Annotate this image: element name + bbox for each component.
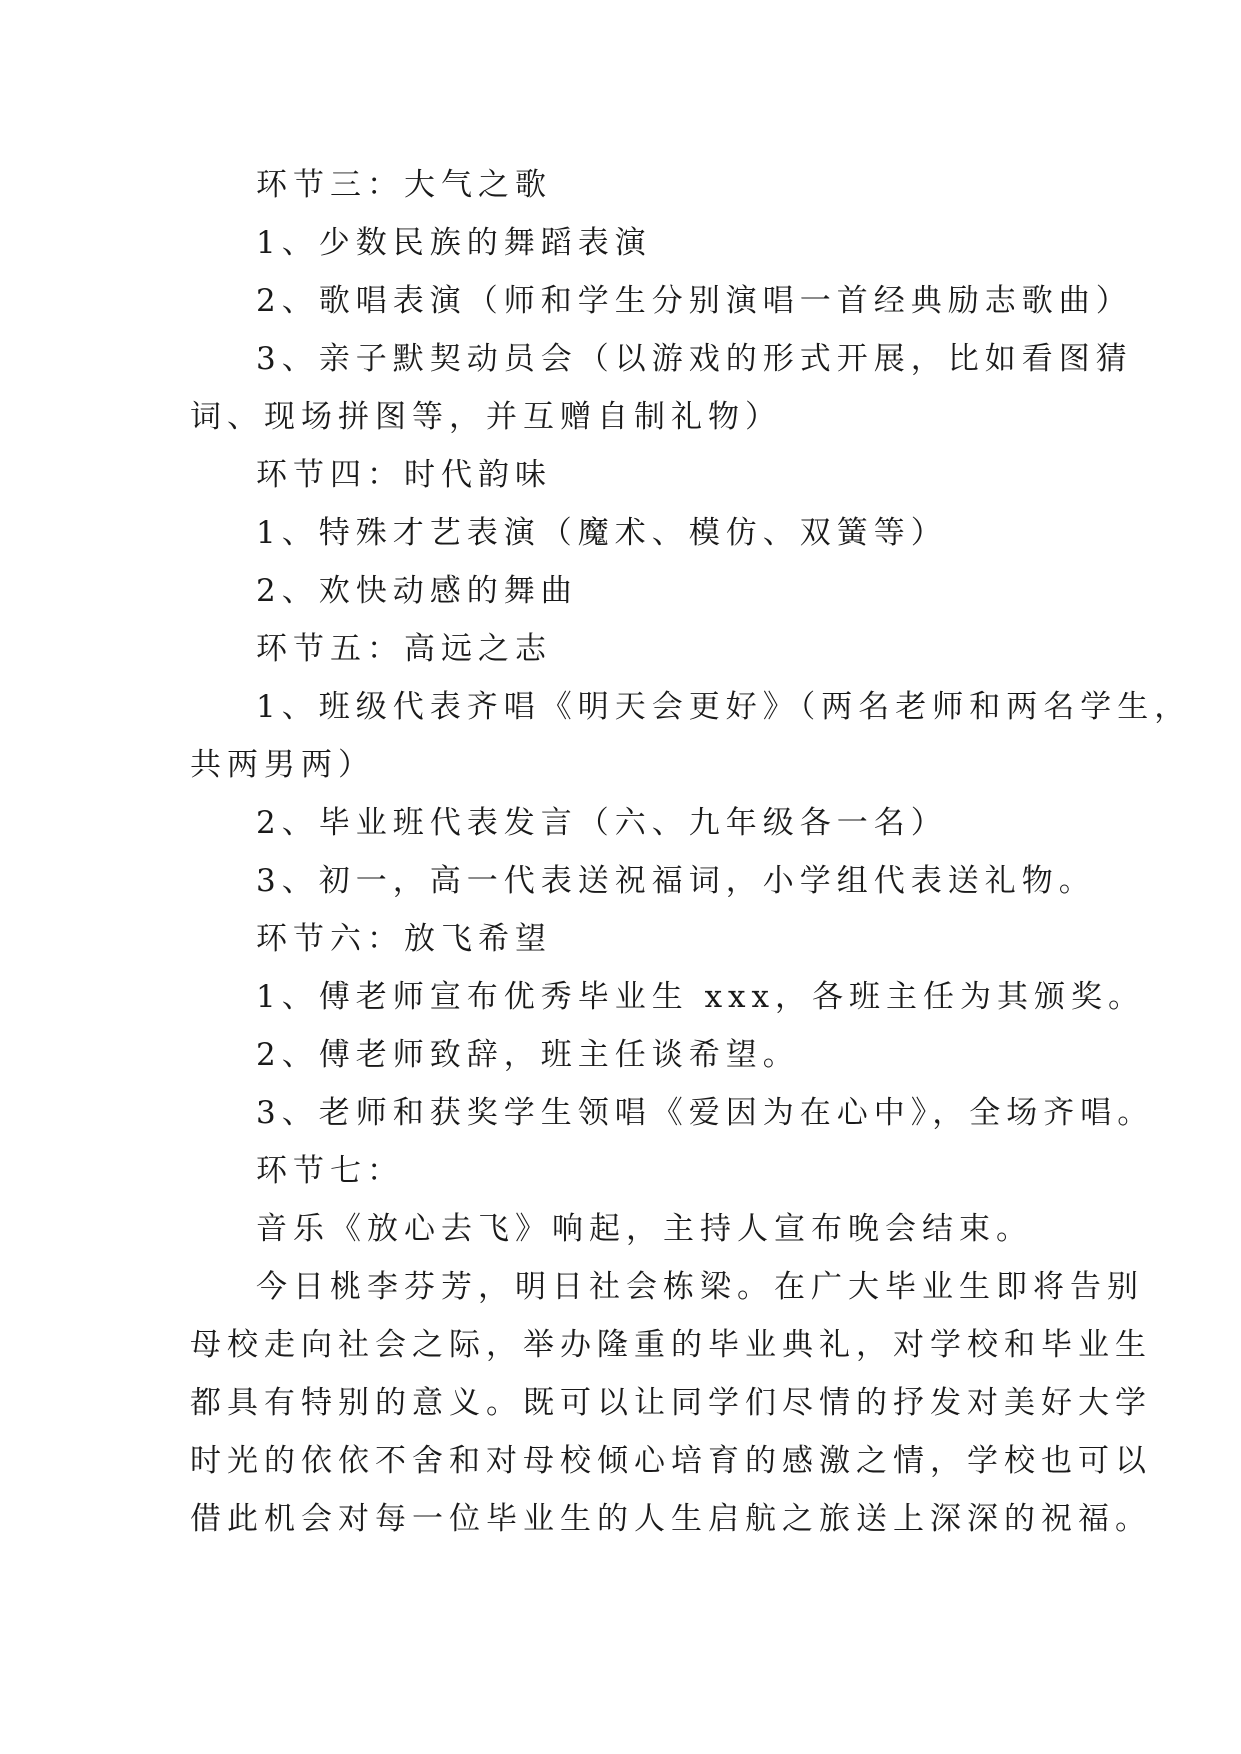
paragraph-line: 音乐《放心去飞》响起，主持人宣布晚会结束。 [256, 1211, 1033, 1247]
section-heading-7: 环节七： [256, 1153, 404, 1189]
closing-paragraph-line: 今日桃李芬芳，明日社会栋梁。在广大毕业生即将告别 [256, 1269, 1144, 1305]
list-item: 2、傅老师致辞，班主任谈希望。 [256, 1037, 800, 1073]
closing-paragraph-line: 借此机会对每一位毕业生的人生启航之旅送上深深的祝福。 [190, 1501, 1152, 1537]
closing-paragraph-line: 时光的依依不舍和对母校倾心培育的感激之情，学校也可以 [190, 1443, 1152, 1479]
list-item-continuation: 共两男两） [190, 747, 375, 783]
list-item: 2、歌唱表演（师和学生分别演唱一首经典励志歌曲） [256, 283, 1133, 319]
list-item: 1、傅老师宣布优秀毕业生 xxx，各班主任为其颁奖。 [256, 979, 1146, 1015]
closing-paragraph-line: 都具有特别的意义。既可以让同学们尽情的抒发对美好大学 [190, 1385, 1152, 1421]
list-item: 3、初一，高一代表送祝福词，小学组代表送礼物。 [256, 863, 1096, 899]
section-heading-3: 环节三：大气之歌 [256, 167, 552, 203]
list-item: 2、欢快动感的舞曲 [256, 573, 578, 609]
closing-paragraph-line: 母校走向社会之际，举办隆重的毕业典礼，对学校和毕业生 [190, 1327, 1152, 1363]
list-item: 2、毕业班代表发言（六、九年级各一名） [256, 805, 948, 841]
list-item: 1、特殊才艺表演（魔术、模仿、双簧等） [256, 515, 948, 551]
list-item: 1、班级代表齐唱《明天会更好》（两名老师和两名学生， [256, 689, 1192, 725]
section-heading-4: 环节四：时代韵味 [256, 457, 552, 493]
list-item: 1、少数民族的舞蹈表演 [256, 225, 652, 261]
list-item: 3、老师和获奖学生领唱《爱因为在心中》，全场齐唱。 [256, 1095, 1155, 1131]
document-body [190, 156, 1192, 1548]
list-item: 3、亲子默契动员会（以游戏的形式开展，比如看图猜 [256, 341, 1133, 377]
section-heading-5: 环节五：高远之志 [256, 631, 552, 667]
list-item-continuation: 词、现场拼图等，并互赠自制礼物） [190, 399, 782, 435]
section-heading-6: 环节六：放飞希望 [256, 921, 552, 957]
